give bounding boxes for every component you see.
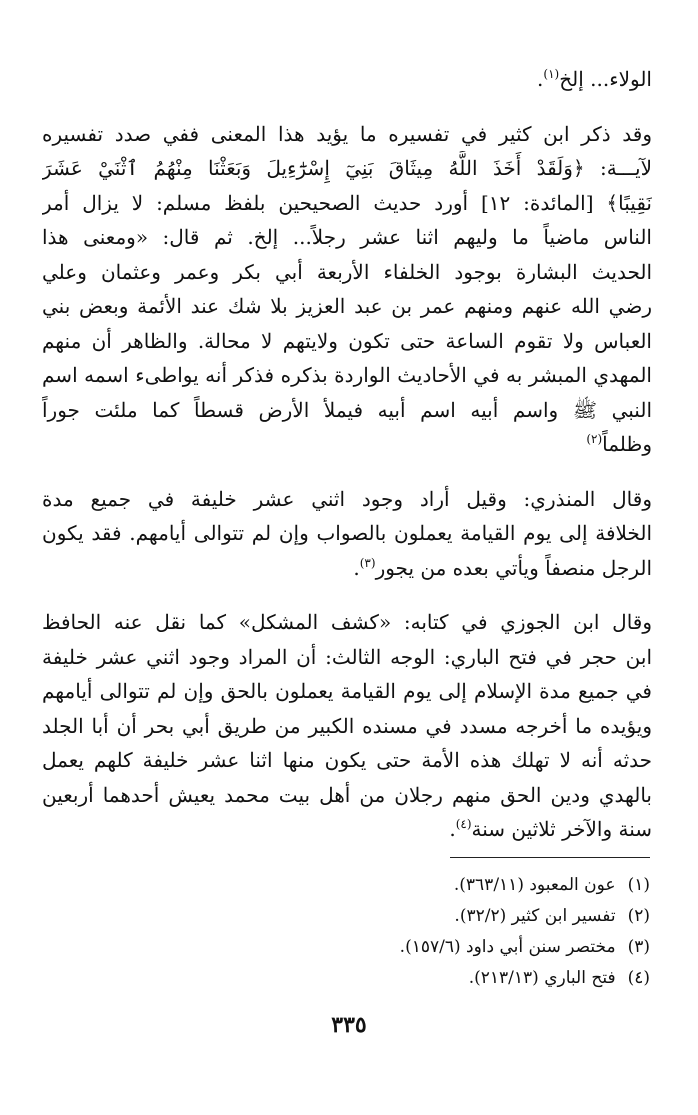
footnote-item — [50, 901, 650, 932]
text-line: ابن حجر في فتح الباري: الوجه الثالث: أن المراد وجود اثني عشر خليفة — [42, 644, 652, 669]
text-line: الرجل منصفاً ويأتي بعده من يجور$^{(٣)}$. — [353, 555, 652, 580]
footnote-ref: (٣) — [359, 555, 376, 570]
footnotes — [50, 870, 650, 994]
footnote-ref: (١) — [543, 67, 560, 81]
text-line: الحديث البشارة بوجود الخلفاء الأربعة أبي بكر وعمر وعثمان وعلي — [42, 259, 652, 284]
text-line: المهدي المبشر به في الأحاديث الواردة بذكره فذكر أنه يواطىء اسمه اسم — [42, 363, 652, 387]
text-line: ويؤيده ما أخرجه مسدد في مسنده الكبير من طريق أبي بحر أن أبا الجلد — [42, 713, 652, 738]
footnote-text: تفسير ابن كثير (٣٢/٢). — [454, 906, 616, 926]
text-line: وقد ذكر ابن كثير في تفسيره ما يؤيد هذا المعنى ففي صدد تفسيره — [42, 121, 652, 146]
quran-verse-line: لآيـــة: ﴿وَلَقَدْ أَخَذَ اللَّهُ مِيثَاقَ بَنِيٓ إِسْرَٰٓءِيلَ وَبَعَثْنَا مِنْهُمُ ٱثْنَيْ عَشَرَ — [42, 156, 652, 180]
footnote-ref: (٢) — [586, 432, 603, 446]
footnote-number: (٣) — [627, 937, 650, 957]
footnote-number: (٤) — [627, 968, 650, 988]
text-line: الخلافة إلى يوم القيامة يعملون بالصواب وإن لم تتوالى أيامهم. فقد يكون — [42, 521, 652, 545]
footnote-item — [50, 963, 650, 994]
text-line: الناس ماضياً ما وليهم اثنا عشر رجلاً... إلخ. ثم قال: «ومعنى هذا — [42, 225, 652, 249]
text-line: في جميع مدة الإسلام إلى يوم القيامة يعملون بالحق وإن لم تتوالى أيامهم — [42, 679, 652, 703]
text-line: وقال المنذري: وقيل أراد وجود اثني عشر خليفة في جميع مدة — [42, 486, 652, 511]
footnote-item — [50, 870, 650, 901]
footnote-text: مختصر سنن أبي داود (١٥٧/٦). — [399, 937, 616, 957]
text-line: الولاء... إلخ$^{(١)}$. — [537, 67, 652, 91]
text-line: حدثه أنه لا تهلك هذه الأمة حتى يكون منها اثنا عشر خليفة كلهم يعمل — [42, 748, 652, 772]
text-line: نَقِيبًا﴾ [المائدة: ١٢] أورد حديث الصحيحين بلفظ مسلم: لا يزال أمر — [42, 190, 652, 215]
footnote-text: عون المعبود (٣٦٣/١١). — [453, 875, 616, 895]
text-line: رضي الله عنهم ومنهم عمر بن عبد العزيز بلا شك عند الأئمة وبعض بني — [42, 294, 652, 318]
text-line: وظلماً$^{(٢)}$ — [586, 432, 652, 456]
footnote-number: (١) — [627, 875, 650, 895]
footnote-divider — [450, 857, 650, 858]
footnote-ref: (٤) — [455, 817, 472, 831]
text-line: النبي ﷺ واسم أبيه اسم أبيه فيملأ الأرض قسطاً كما ملئت جوراً — [42, 397, 652, 422]
main-text — [42, 62, 652, 847]
page-number: ٣٣٥ — [331, 1012, 367, 1038]
text-line: وقال ابن الجوزي في كتابه: «كشف المشكل» كما نقل عنه الحافظ — [42, 610, 652, 634]
text-line: العباس ولا تقوم الساعة حتى تكون ولايتهم لا محالة. والظاهر أن منهم — [42, 328, 652, 353]
text-line: بالهدي ودين الحق منهم رجلان من أهل بيت محمد يعيش أحدهما أربعين — [42, 782, 652, 807]
footnote-text: فتح الباري (٢١٣/١٣). — [468, 968, 616, 988]
text-line: سنة والآخر ثلاثين سنة$^{(٤)}$. — [449, 817, 652, 841]
footnote-item — [50, 932, 650, 963]
footnote-number: (٢) — [627, 906, 650, 926]
